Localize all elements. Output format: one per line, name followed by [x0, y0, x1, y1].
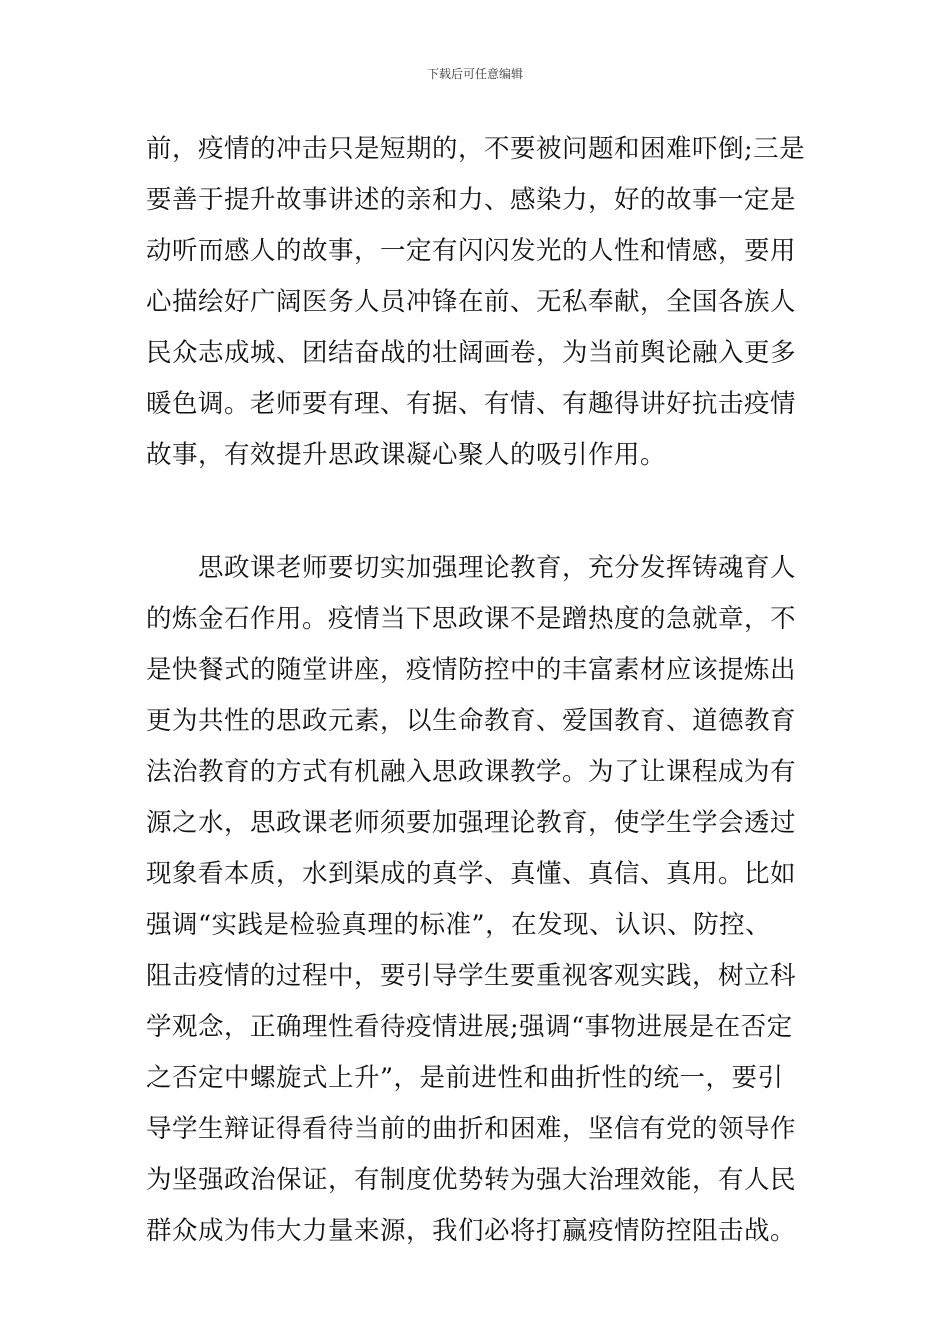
- text-line: 导学生辩证得看待当前的曲折和困难，坚信有党的领导作: [146, 1114, 797, 1144]
- text-line: 群众成为伟大力量来源，我们必将打赢疫情防控阻击战。: [146, 1216, 797, 1246]
- text-line: 学观念，正确理性看待疫情进展;强调“事物进展是在否定: [146, 1012, 793, 1042]
- paragraph-2: [146, 543, 806, 1257]
- text-line: 民众志成城、团结奋战的壮阔画卷，为当前舆论融入更多: [146, 338, 797, 368]
- page-header: 下载后可任意编辑: [426, 67, 523, 81]
- text-line: 阻击疫情的过程中，要引导学生要重视客观实践，树立科: [146, 961, 797, 991]
- text-line: 是快餐式的随堂讲座，疫情防控中的丰富素材应该提炼出: [146, 655, 797, 685]
- text-line: 源之水，思政课老师须要加强理论教育，使学生学会透过: [146, 808, 797, 838]
- text-line: 心描绘好广阔医务人员冲锋在前、无私奉献，全国各族人: [146, 287, 797, 317]
- text-line: 的炼金石作用。疫情当下思政课不是蹭热度的急就章，不: [146, 604, 797, 634]
- paragraph-1: [146, 124, 806, 481]
- text-line: 动听而感人的故事，一定有闪闪发光的人性和情感，要用: [146, 236, 797, 266]
- text-line: 前，疫情的冲击只是短期的，不要被问题和困难吓倒;三是: [146, 134, 806, 164]
- text-line: 现象看本质，水到渠成的真学、真懂、真信、真用。比如: [146, 859, 797, 889]
- text-line-first: 思政课老师要切实加强理论教育，充分发挥铸魂育人: [198, 553, 797, 583]
- text-line: 故事，有效提升思政课凝心聚人的吸引作用。: [146, 440, 667, 470]
- text-line: 暖色调。老师要有理、有据、有情、有趣得讲好抗击疫情: [146, 389, 797, 419]
- text-line: 要善于提升故事讲述的亲和力、感染力，好的故事一定是: [146, 185, 797, 215]
- text-line: 强调“实践是检验真理的标准”，在发现、认识、防控、: [146, 910, 772, 940]
- text-line: 为坚强政治保证，有制度优势转为强大治理效能，有人民: [146, 1165, 797, 1195]
- text-line: 之否定中螺旋式上升”，是前进性和曲折性的统一，要引: [146, 1063, 784, 1093]
- paragraph-spacer: [146, 481, 806, 543]
- text-line: 更为共性的思政元素，以生命教育、爱国教育、道德教育: [146, 706, 797, 736]
- document-body: [146, 124, 806, 1257]
- text-line: 法治教育的方式有机融入思政课教学。为了让课程成为有: [146, 757, 797, 787]
